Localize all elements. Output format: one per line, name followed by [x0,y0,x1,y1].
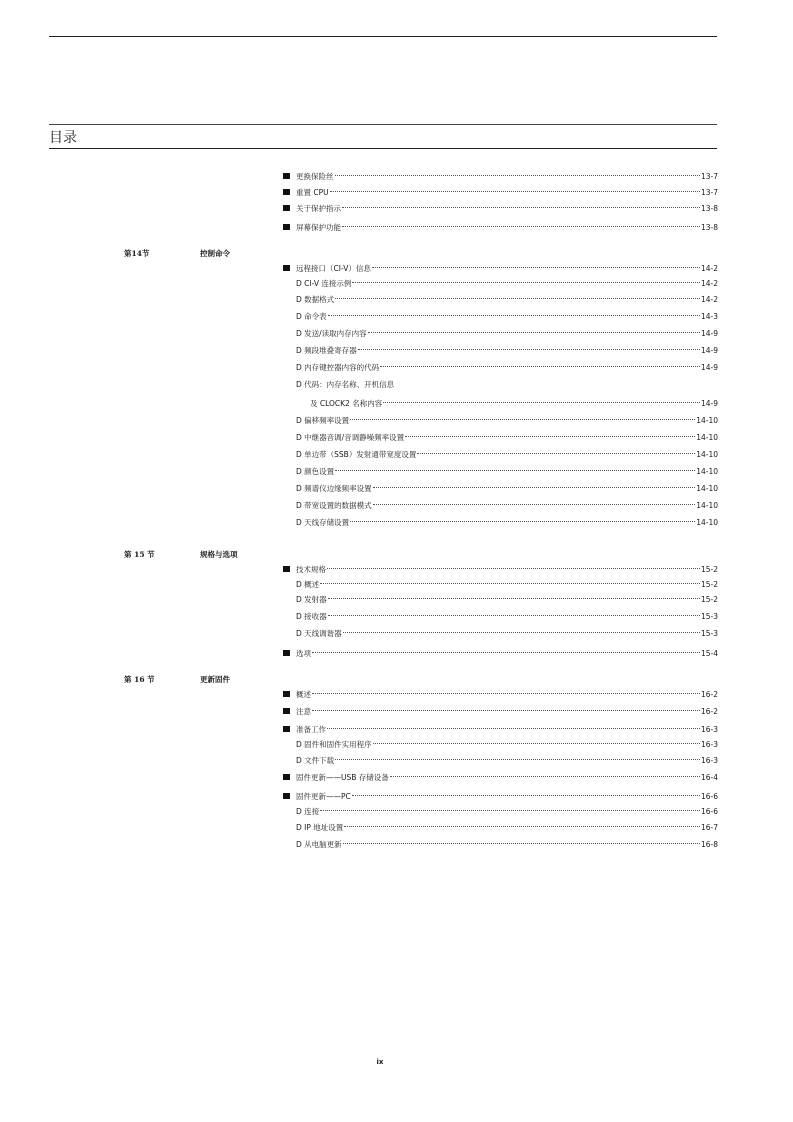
toc-entry-line [296,772,718,784]
toc-entry-label: D 发送/读取内存内容 [296,329,367,338]
dot-leader [312,710,700,711]
dot-leader [335,759,700,760]
toc-entry-line [296,466,718,478]
toc-entry[interactable] [283,263,718,275]
toc-entry[interactable] [283,432,718,444]
dot-leader [405,436,695,437]
toc-entry[interactable] [283,362,718,374]
toc-entry-page: 14-10 [696,450,718,459]
toc-entry-label: D 频段堆叠寄存器 [296,346,357,355]
toc-entry-page: 16-3 [700,725,718,734]
toc-entry-page: 14-10 [696,518,718,527]
square-bullet-icon [283,793,290,799]
toc-entry[interactable] [283,187,718,199]
toc-entry-line [296,564,718,576]
dot-leader [330,191,700,192]
toc-entry[interactable] [283,483,718,495]
dot-leader [352,282,700,283]
toc-entry[interactable] [283,564,718,576]
section-number: 第14节 [124,249,150,258]
toc-entry-page: 15-2 [700,565,718,574]
square-bullet-icon [283,205,290,211]
dot-leader [352,795,700,796]
toc-entry-label: 远程接口（CI-V）信息 [296,264,371,273]
toc-entry-line [296,839,718,851]
toc-entry[interactable] [283,579,718,591]
toc-entry[interactable] [283,449,718,461]
dot-leader [320,583,700,584]
toc-entry-label: D 固件和固件实用程序 [296,740,372,749]
square-bullet-icon [283,726,290,732]
toc-entry-label: D 文件下载 [296,756,335,765]
toc-entry-label: 注意 [296,707,311,716]
toc-entry[interactable] [283,328,718,340]
toc-entry-label: 更换保险丝 [296,172,334,181]
dot-leader [373,487,696,488]
toc-entry[interactable] [283,311,718,323]
toc-entry-label: D 内存键控器内容的代码 [296,363,380,372]
toc-entry-label: D 发射器 [296,595,327,604]
toc-entry[interactable] [283,203,718,215]
toc-entry[interactable] [283,171,718,183]
toc-entry-line [296,294,718,306]
toc-entry-page: 14-2 [700,295,718,304]
toc-entry-label: 概述 [296,690,311,699]
toc-entry-page: 15-3 [700,629,718,638]
toc-entry-line [296,483,718,495]
section-number: 第 16 节 [124,675,155,684]
toc-entry-page: 16-8 [700,840,718,849]
toc-entry-page: 13-8 [700,204,718,213]
toc-entry[interactable] [283,806,718,818]
toc-entry[interactable] [283,398,718,410]
toc-entry-page: 16-4 [700,773,718,782]
dot-leader [335,298,700,299]
toc-entry-label: 选项 [296,649,311,658]
toc-entry-line [296,689,718,701]
page-number: ix [376,1058,384,1066]
toc-entry-label: D 代码：内存名称、开机信息 [296,380,395,389]
toc-entry-label: D 数据格式 [296,295,335,304]
toc-entry[interactable] [283,594,718,606]
toc-entry-line [296,328,718,340]
section-number: 第 15 节 [124,550,155,559]
section-title: 规格与选项 [200,550,238,559]
toc-entry-line [296,724,718,736]
section-title: 控制命令 [200,249,230,258]
toc-entry-label: D 从电脑更新 [296,840,342,849]
dot-leader [390,776,700,777]
toc-entry-line [296,415,718,427]
toc-entry-label: D 接收器 [296,612,327,621]
toc-entry-line [296,822,718,834]
toc-entry-line [296,594,718,606]
dot-leader [328,315,700,316]
square-bullet-icon [283,265,290,271]
toc-entry-label: D 带宽设置的数据模式 [296,501,372,510]
toc-entry-page: 16-3 [700,740,718,749]
toc-entry-label: 固件更新——PC [296,792,351,801]
toc-entry-page: 14-9 [700,363,718,372]
toc-entry-label: 准备工作 [296,725,326,734]
toc-entry-line [296,203,718,215]
dot-leader [342,226,700,227]
toc-entry-line [296,379,718,391]
toc-entry[interactable] [283,222,718,234]
toc-entry-line [296,579,718,591]
toc-entry-line [296,628,718,640]
toc-entry[interactable] [283,772,718,784]
toc-entry-page: 14-9 [700,346,718,355]
square-bullet-icon [283,566,290,572]
dot-leader [312,693,700,694]
toc-entry[interactable] [283,739,718,751]
toc-entry-label: D 命令表 [296,312,327,321]
toc-entry-page: 16-6 [700,807,718,816]
page-title: 目录 [49,130,77,146]
toc-entry-line [310,398,718,410]
toc-entry-page: 14-10 [696,467,718,476]
toc-entry[interactable] [283,822,718,834]
toc-entry-label: D CI-V 连接示例 [296,279,352,288]
dot-leader [320,810,700,811]
square-bullet-icon [283,189,290,195]
toc-entry-line [296,739,718,751]
toc-entry-line [296,755,718,767]
toc-entry-line [296,311,718,323]
toc-entry-page: 15-4 [700,649,718,658]
toc-entry-page: 16-7 [700,823,718,832]
toc-entry-line [296,449,718,461]
toc-entry-label: 屏幕保护功能 [296,223,341,232]
dot-leader [358,349,700,350]
dot-leader [327,568,700,569]
toc-entry-line [296,706,718,718]
toc-entry[interactable] [283,839,718,851]
toc-entry-line [296,806,718,818]
toc-entry-line [296,171,718,183]
toc-entry-page: 14-10 [696,433,718,442]
toc-entry-label: 重置 CPU [296,188,329,197]
toc-entry[interactable] [283,466,718,478]
toc-entry[interactable] [283,500,718,512]
toc-entry-page: 15-2 [700,580,718,589]
toc-entry-line [296,648,718,660]
toc-entry-page: 14-10 [696,501,718,510]
toc-entry-label: D 频谱仪边缘频率设置 [296,484,372,493]
toc-entry-page: 16-2 [700,707,718,716]
toc-entry-label: D 天线存储设置 [296,518,350,527]
toc-entry-page: 14-2 [700,279,718,288]
toc-entry[interactable] [283,294,718,306]
dot-leader [344,826,700,827]
toc-entry-page: 16-3 [700,756,718,765]
toc-entry-label: 及 CLOCK2 名称内容 [310,399,383,408]
dot-leader [350,521,695,522]
dot-leader [380,366,700,367]
toc-entry-page: 14-2 [700,264,718,273]
square-bullet-icon [283,708,290,714]
toc-entry[interactable] [283,415,718,427]
dot-leader [343,632,700,633]
dot-leader [312,652,700,653]
dot-leader [335,470,695,471]
dot-leader [372,267,700,268]
toc-entry[interactable] [283,517,718,529]
toc-entry-page: 13-8 [700,223,718,232]
toc-entry-line [296,432,718,444]
toc-entry-line [296,791,718,803]
dot-leader [373,504,696,505]
toc-entry-label: D 中继器音调/音调静噪频率设置 [296,433,405,442]
dot-leader [327,728,700,729]
toc-entry-line [296,222,718,234]
dot-leader [343,843,700,844]
toc-entry-page: 14-9 [700,329,718,338]
toc-entry[interactable] [283,611,718,623]
toc-entry-page: 16-2 [700,690,718,699]
toc-entry-label: 固件更新——USB 存储设备 [296,773,389,782]
toc-entry[interactable] [283,706,718,718]
section-title: 更新固件 [200,675,230,684]
toc-entry-line [296,187,718,199]
toc-entry-line [296,517,718,529]
toc-entry-page: 16-6 [700,792,718,801]
toc-entry-label: D 连接 [296,807,320,816]
toc-entry-page: 14-10 [696,484,718,493]
toc-entry-label: D 偏移频率设置 [296,416,350,425]
toc-entry-page: 15-3 [700,612,718,621]
toc-entry-page: 15-2 [700,595,718,604]
dot-leader [383,402,700,403]
dot-leader [342,207,700,208]
dot-leader [328,598,700,599]
dot-leader [328,615,700,616]
toc-entry[interactable] [283,689,718,701]
dot-leader [373,743,700,744]
toc-entry-line [296,500,718,512]
toc-entry[interactable] [283,755,718,767]
square-bullet-icon [283,224,290,230]
dot-leader [335,175,700,176]
toc-entry-label: 技术规格 [296,565,326,574]
toc-entry-line [296,263,718,275]
toc-entry-line [296,611,718,623]
toc-entry-label: D 天线调谐器 [296,629,342,638]
toc-entry-page: 14-3 [700,312,718,321]
dot-leader [368,332,700,333]
toc-entry[interactable] [283,278,718,290]
toc-entry[interactable] [283,648,718,660]
toc-entry-line [296,362,718,374]
square-bullet-icon [283,650,290,656]
square-bullet-icon [283,173,290,179]
toc-entry-label: D 颜色设置 [296,467,335,476]
toc-entry-page: 13-7 [700,172,718,181]
toc-entry-line [296,345,718,357]
toc-entry[interactable] [283,345,718,357]
square-bullet-icon [283,691,290,697]
toc-entry-label: 关于保护指示 [296,204,341,213]
toc-entry-line [296,278,718,290]
toc-entry-label: D 单边带（SSB）发射通带宽度设置 [296,450,417,459]
toc-entry-label: D 概述 [296,580,320,589]
dot-leader [417,453,695,454]
toc-entry[interactable] [283,724,718,736]
toc-entry-label: D IP 地址设置 [296,823,344,832]
toc-entry[interactable] [283,791,718,803]
toc-entry-page: 14-10 [696,416,718,425]
toc-entry[interactable] [283,628,718,640]
square-bullet-icon [283,774,290,780]
toc-entry[interactable] [283,379,718,391]
toc-entry-page: 13-7 [700,188,718,197]
toc-entry-page: 14-9 [700,399,718,408]
dot-leader [350,419,695,420]
